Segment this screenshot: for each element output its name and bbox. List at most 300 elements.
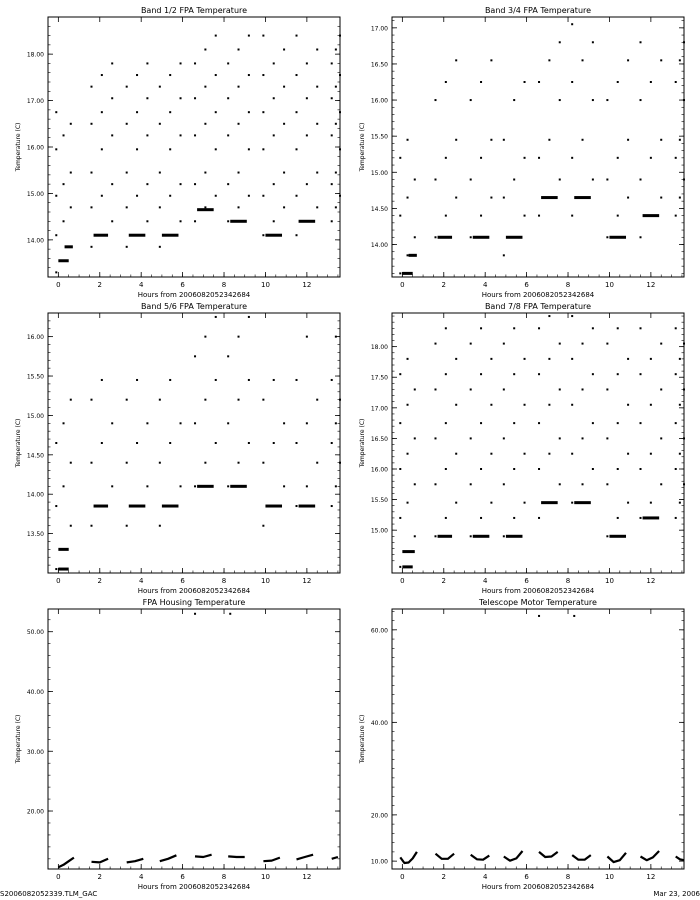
x-tick-label: 0 xyxy=(56,873,61,881)
data-point xyxy=(503,343,505,345)
data-segment xyxy=(65,245,73,248)
data-point xyxy=(180,183,182,185)
data-point xyxy=(675,157,677,159)
data-point xyxy=(434,179,436,181)
data-point xyxy=(194,220,196,222)
data-point xyxy=(136,74,138,76)
x-tick-label: 10 xyxy=(260,873,270,881)
data-point xyxy=(640,41,642,43)
y-axis-label: Temperature (C) xyxy=(15,418,22,468)
y-axis-label: Temperature (C) xyxy=(359,714,366,764)
series-line xyxy=(92,859,109,863)
x-tick-label: 2 xyxy=(441,577,447,585)
data-point xyxy=(70,172,72,174)
x-axis-label: Hours from 2006082052342684 xyxy=(481,587,595,595)
data-point xyxy=(331,442,333,444)
data-point xyxy=(650,453,652,455)
data-point xyxy=(70,123,72,125)
data-point xyxy=(660,197,662,199)
data-point xyxy=(136,379,138,381)
data-point xyxy=(159,206,161,208)
data-point xyxy=(111,485,113,487)
data-point xyxy=(111,62,113,64)
data-point xyxy=(126,462,128,464)
data-point xyxy=(571,157,573,159)
x-tick-label: 6 xyxy=(524,577,529,585)
chart-title: Band 3/4 FPA Temperature xyxy=(484,6,592,15)
data-point xyxy=(238,86,240,88)
data-point xyxy=(592,179,594,181)
data-point xyxy=(316,49,318,51)
data-point xyxy=(434,483,436,485)
data-point xyxy=(679,404,681,406)
data-point xyxy=(296,148,298,150)
data-point xyxy=(582,437,584,439)
data-point xyxy=(571,404,573,406)
data-point xyxy=(592,41,594,43)
x-tick-label: 4 xyxy=(482,281,488,289)
data-point xyxy=(414,179,416,181)
data-point xyxy=(592,373,594,375)
data-point xyxy=(660,388,662,390)
data-point xyxy=(582,343,584,345)
x-axis-label: Hours from 2006082052342684 xyxy=(137,883,251,891)
data-point xyxy=(180,134,182,136)
x-tick-label: 8 xyxy=(221,577,227,585)
data-point xyxy=(204,123,206,125)
data-point xyxy=(111,183,113,185)
y-tick-label: 14.50 xyxy=(26,452,44,460)
data-point xyxy=(169,74,171,76)
y-tick-label: 13.50 xyxy=(26,531,44,539)
data-point xyxy=(126,123,128,125)
data-point xyxy=(548,358,550,360)
data-point xyxy=(503,139,505,141)
data-point xyxy=(582,139,584,141)
x-tick-label: 12 xyxy=(302,873,312,881)
data-point xyxy=(101,148,103,150)
data-point xyxy=(627,502,629,504)
data-point xyxy=(248,35,250,37)
data-segment xyxy=(409,254,417,257)
plot-frame xyxy=(48,17,340,277)
data-segment xyxy=(643,214,660,217)
data-point xyxy=(407,453,409,455)
data-point xyxy=(559,437,561,439)
data-point xyxy=(238,399,240,401)
data-point xyxy=(63,220,65,222)
data-point xyxy=(136,442,138,444)
data-point xyxy=(283,485,285,487)
data-point xyxy=(90,206,92,208)
data-point xyxy=(339,111,341,113)
data-point xyxy=(331,97,333,99)
data-point xyxy=(445,422,447,424)
series-line xyxy=(160,855,177,861)
data-point xyxy=(180,220,182,222)
x-tick-label: 4 xyxy=(482,873,488,881)
data-point xyxy=(238,462,240,464)
data-point xyxy=(407,254,409,256)
y-tick-label: 15.50 xyxy=(370,497,388,505)
data-segment xyxy=(162,234,179,237)
data-point xyxy=(480,517,482,519)
data-point xyxy=(627,453,629,455)
data-point xyxy=(548,59,550,61)
data-point xyxy=(490,453,492,455)
data-point xyxy=(434,236,436,238)
x-tick-label: 0 xyxy=(400,873,405,881)
data-point xyxy=(273,97,275,99)
data-point xyxy=(159,246,161,248)
data-point xyxy=(503,535,505,537)
data-segment xyxy=(541,501,558,504)
data-point xyxy=(679,139,681,141)
data-segment xyxy=(609,535,626,538)
data-point xyxy=(617,327,619,329)
data-point xyxy=(101,74,103,76)
data-point xyxy=(90,172,92,174)
data-point xyxy=(683,343,685,345)
data-segment xyxy=(299,220,316,223)
data-point xyxy=(70,206,72,208)
data-point xyxy=(339,35,341,37)
x-tick-label: 6 xyxy=(180,873,185,881)
series-line xyxy=(607,853,626,862)
y-tick-label: 14.50 xyxy=(370,205,388,213)
data-point xyxy=(627,404,629,406)
data-point xyxy=(296,195,298,197)
data-point xyxy=(296,111,298,113)
chart-panel-5 xyxy=(15,598,340,891)
data-point xyxy=(524,502,526,504)
data-point xyxy=(194,613,196,615)
data-point xyxy=(169,442,171,444)
data-point xyxy=(538,327,540,329)
series-line xyxy=(263,858,280,862)
data-point xyxy=(548,139,550,141)
data-point xyxy=(490,502,492,504)
data-segment xyxy=(230,485,247,488)
data-point xyxy=(399,468,401,470)
data-point xyxy=(470,99,472,101)
data-point xyxy=(470,343,472,345)
data-point xyxy=(215,148,217,150)
chart-title: Band 5/6 FPA Temperature xyxy=(140,302,248,311)
data-segment xyxy=(609,236,626,239)
data-point xyxy=(650,404,652,406)
data-segment xyxy=(129,505,146,508)
data-point xyxy=(180,422,182,424)
data-point xyxy=(55,195,57,197)
y-tick-label: 15.00 xyxy=(370,169,388,177)
data-point xyxy=(650,81,652,83)
data-point xyxy=(316,206,318,208)
x-tick-label: 12 xyxy=(646,873,656,881)
data-point xyxy=(180,97,182,99)
data-point xyxy=(215,316,217,318)
y-tick-label: 14.00 xyxy=(26,491,44,499)
data-point xyxy=(296,442,298,444)
data-point xyxy=(480,157,482,159)
data-point xyxy=(675,327,677,329)
data-point xyxy=(283,86,285,88)
data-point xyxy=(480,327,482,329)
data-point xyxy=(559,41,561,43)
data-point xyxy=(180,62,182,64)
data-segment xyxy=(506,535,523,538)
data-point xyxy=(169,148,171,150)
x-tick-label: 8 xyxy=(221,281,227,289)
data-point xyxy=(470,437,472,439)
data-segment xyxy=(299,505,316,508)
series-line xyxy=(436,854,455,859)
x-tick-label: 4 xyxy=(138,873,144,881)
data-point xyxy=(55,442,57,444)
data-point xyxy=(306,183,308,185)
data-point xyxy=(70,525,72,527)
data-point xyxy=(538,157,540,159)
data-point xyxy=(316,86,318,88)
data-point xyxy=(480,422,482,424)
data-point xyxy=(238,123,240,125)
data-point xyxy=(262,234,264,236)
x-tick-label: 2 xyxy=(441,281,447,289)
data-point xyxy=(503,483,505,485)
x-tick-label: 8 xyxy=(565,281,571,289)
data-point xyxy=(617,157,619,159)
y-tick-label: 17.00 xyxy=(370,405,388,413)
data-point xyxy=(306,62,308,64)
y-tick-label: 16.00 xyxy=(26,334,44,342)
data-point xyxy=(339,399,341,401)
data-point xyxy=(111,220,113,222)
data-point xyxy=(180,485,182,487)
data-point xyxy=(559,388,561,390)
data-point xyxy=(480,81,482,83)
data-point xyxy=(650,358,652,360)
data-point xyxy=(548,404,550,406)
data-point xyxy=(683,41,685,43)
data-point xyxy=(146,183,148,185)
data-point xyxy=(248,442,250,444)
y-tick-label: 15.00 xyxy=(370,527,388,535)
data-point xyxy=(146,220,148,222)
data-point xyxy=(640,327,642,329)
data-segment xyxy=(197,208,214,211)
data-point xyxy=(559,483,561,485)
data-point xyxy=(524,157,526,159)
x-tick-label: 2 xyxy=(97,577,103,585)
data-point xyxy=(434,343,436,345)
data-segment xyxy=(402,272,412,275)
data-point xyxy=(90,399,92,401)
data-point xyxy=(414,535,416,537)
data-point xyxy=(434,535,436,537)
data-point xyxy=(227,183,229,185)
y-tick-label: 20.00 xyxy=(370,812,388,820)
y-tick-label: 50.00 xyxy=(26,629,44,637)
data-point xyxy=(538,215,540,217)
data-point xyxy=(513,327,515,329)
data-point xyxy=(55,568,57,570)
data-point xyxy=(306,134,308,136)
data-point xyxy=(592,99,594,101)
data-point xyxy=(262,35,264,37)
data-segment xyxy=(541,196,558,199)
data-point xyxy=(573,615,575,617)
y-axis-label: Temperature (C) xyxy=(359,122,366,172)
y-tick-label: 17.00 xyxy=(26,98,44,106)
chart-panel-1 xyxy=(15,6,341,299)
data-point xyxy=(273,379,275,381)
data-point xyxy=(559,179,561,181)
y-axis-label: Temperature (C) xyxy=(15,714,22,764)
data-point xyxy=(571,315,573,317)
data-segment xyxy=(574,501,591,504)
data-point xyxy=(513,99,515,101)
series-line xyxy=(195,855,212,857)
data-point xyxy=(227,134,229,136)
y-tick-label: 15.50 xyxy=(370,133,388,141)
data-point xyxy=(90,462,92,464)
data-point xyxy=(335,336,337,338)
data-point xyxy=(126,399,128,401)
x-axis-label: Hours from 2006082052342684 xyxy=(137,587,251,595)
data-point xyxy=(679,502,681,504)
data-segment xyxy=(94,505,108,508)
y-tick-label: 17.50 xyxy=(370,374,388,382)
data-point xyxy=(101,442,103,444)
data-point xyxy=(169,379,171,381)
data-point xyxy=(248,148,250,150)
x-tick-label: 0 xyxy=(56,281,61,289)
data-point xyxy=(490,404,492,406)
data-point xyxy=(675,81,677,83)
data-point xyxy=(169,195,171,197)
data-point xyxy=(559,99,561,101)
data-point xyxy=(538,422,540,424)
data-point xyxy=(627,59,629,61)
data-point xyxy=(335,422,337,424)
data-point xyxy=(503,388,505,390)
data-point xyxy=(63,183,65,185)
data-point xyxy=(617,422,619,424)
data-point xyxy=(262,525,264,527)
data-point xyxy=(571,81,573,83)
data-point xyxy=(159,123,161,125)
data-point xyxy=(617,215,619,217)
x-tick-label: 2 xyxy=(97,873,103,881)
data-point xyxy=(470,388,472,390)
y-tick-label: 16.50 xyxy=(370,61,388,69)
data-point xyxy=(445,157,447,159)
chart-panel-2 xyxy=(359,6,685,299)
data-point xyxy=(627,139,629,141)
data-point xyxy=(283,422,285,424)
data-point xyxy=(627,358,629,360)
x-tick-label: 12 xyxy=(646,281,656,289)
data-point xyxy=(146,134,148,136)
data-segment xyxy=(162,505,179,508)
data-point xyxy=(606,535,608,537)
data-point xyxy=(490,358,492,360)
data-point xyxy=(660,437,662,439)
data-point xyxy=(335,172,337,174)
data-point xyxy=(480,215,482,217)
data-segment xyxy=(402,550,414,553)
data-point xyxy=(407,197,409,199)
data-point xyxy=(215,35,217,37)
data-point xyxy=(296,234,298,236)
x-tick-label: 4 xyxy=(138,281,144,289)
y-tick-label: 16.00 xyxy=(370,97,388,105)
data-point xyxy=(101,111,103,113)
data-point xyxy=(90,525,92,527)
data-point xyxy=(248,316,250,318)
data-point xyxy=(229,613,231,615)
data-point xyxy=(455,404,457,406)
data-point xyxy=(559,343,561,345)
data-point xyxy=(90,246,92,248)
data-point xyxy=(660,59,662,61)
data-segment xyxy=(58,568,68,571)
data-point xyxy=(339,74,341,76)
data-point xyxy=(513,179,515,181)
data-point xyxy=(538,468,540,470)
data-point xyxy=(159,525,161,527)
data-point xyxy=(399,272,401,274)
data-point xyxy=(640,236,642,238)
series-line xyxy=(471,855,490,860)
data-point xyxy=(640,422,642,424)
data-point xyxy=(159,172,161,174)
data-point xyxy=(227,62,229,64)
data-point xyxy=(136,148,138,150)
x-axis-label: Hours from 2006082052342684 xyxy=(481,291,595,299)
data-point xyxy=(399,566,401,568)
data-point xyxy=(215,379,217,381)
data-point xyxy=(262,148,264,150)
data-point xyxy=(273,442,275,444)
data-point xyxy=(582,59,584,61)
y-tick-label: 18.00 xyxy=(26,51,44,59)
data-point xyxy=(159,86,161,88)
data-point xyxy=(262,74,264,76)
data-segment xyxy=(58,548,68,551)
data-point xyxy=(146,485,148,487)
y-tick-label: 20.00 xyxy=(26,808,44,816)
data-point xyxy=(640,179,642,181)
data-point xyxy=(126,172,128,174)
data-point xyxy=(592,327,594,329)
data-point xyxy=(316,399,318,401)
data-segment xyxy=(58,259,68,262)
data-point xyxy=(335,86,337,88)
data-segment xyxy=(230,220,247,223)
data-point xyxy=(524,215,526,217)
x-tick-label: 6 xyxy=(180,577,185,585)
series-line xyxy=(127,859,144,863)
data-point xyxy=(335,49,337,51)
y-tick-label: 40.00 xyxy=(26,688,44,696)
x-tick-label: 10 xyxy=(604,281,614,289)
y-axis-label: Temperature (C) xyxy=(15,122,22,172)
data-point xyxy=(335,485,337,487)
data-point xyxy=(513,517,515,519)
data-point xyxy=(606,437,608,439)
data-point xyxy=(606,99,608,101)
